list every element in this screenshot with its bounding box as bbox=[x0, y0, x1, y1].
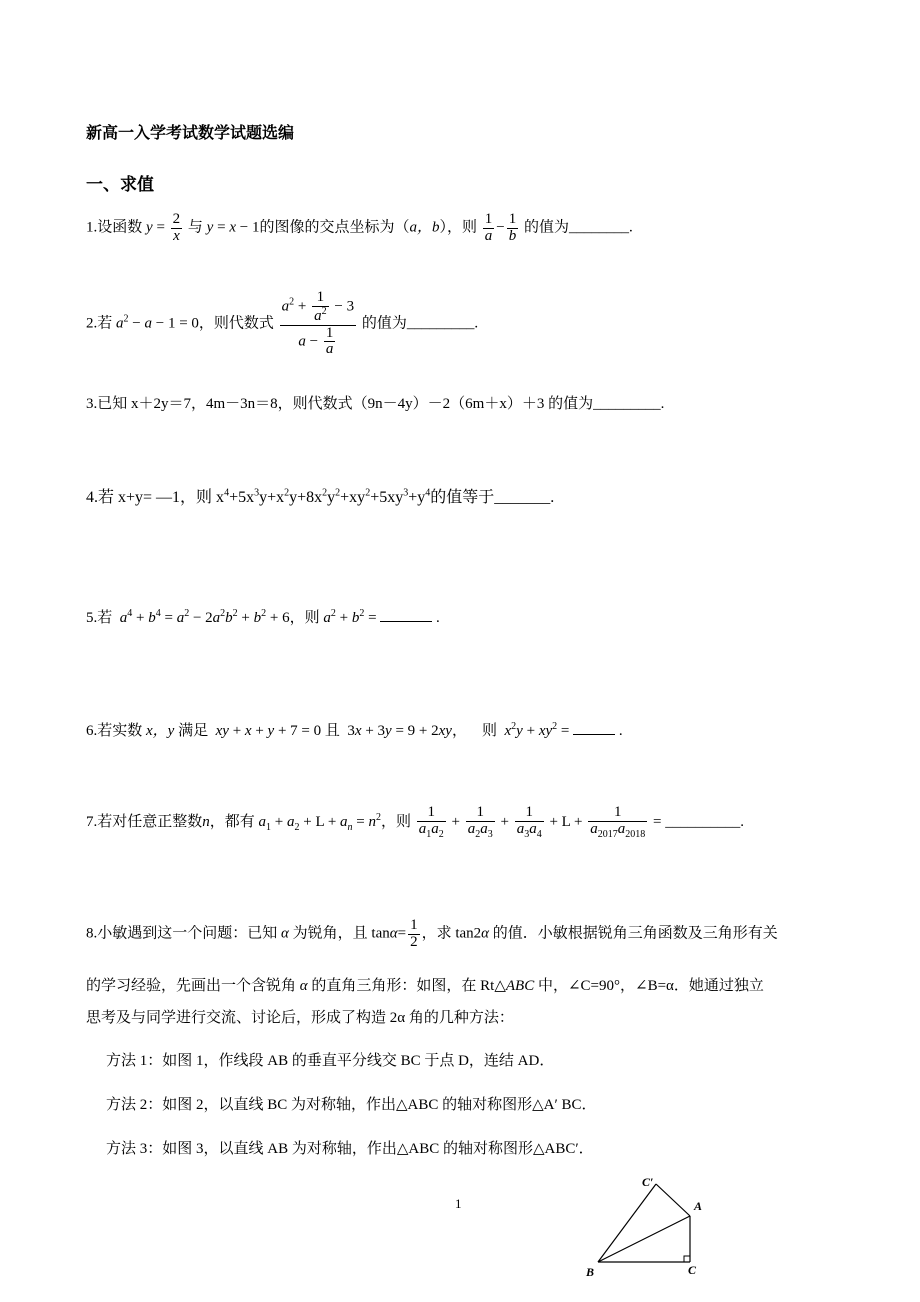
section-heading: 一、求值 bbox=[86, 175, 154, 195]
question-8-line-1: 8.小敏遇到这一个问题：已知 α 为锐角，且 tanα= $\frac{1}{2}$ ，求 tan2α 的值．小敏根据锐角三角函数及三角形有关 bbox=[86, 917, 778, 950]
label-c: C bbox=[688, 1263, 697, 1277]
question-7: 7.若对任意正整数n，都有 $a_1 + a_2 + L + a_n = n^2$，则 $\frac{1}{a_1a_2}$ + $\frac{1}{a_2a_3}$ + $\frac{1}{a_3a_4}$ + L + $\frac{1}{a_{2017}a_{2018}}$ = __________. bbox=[86, 804, 744, 840]
label-b: B bbox=[586, 1265, 595, 1279]
page-title: 新高一入学考试数学试题选编 bbox=[86, 123, 295, 142]
triangle-figure bbox=[580, 1170, 710, 1280]
question-1: 1.设函数 y = $\frac{2}{x}$ 与 y = x − 1的图像的交点坐标为（a，b），则 $\frac{1}{a}$ − $\frac{1}{b}$ 的值为________. bbox=[86, 211, 633, 244]
question-3: 3.已知 x＋2y＝7，4m－3n＝8，则代数式（9n－4y）－2（6m＋x）＋3 的值为_________. bbox=[86, 396, 665, 412]
question-5: 5.若 $a^4 + b^4 = a^2 - 2a^2b^2 + b^2 + 6$，则 $a^2 + b^2$ = . bbox=[86, 608, 440, 626]
question-6: 6.若实数 x，y 满足 xy + x + y + 7 = 0 且 3x + 3y = 9 + 2xy， 则 $x^2y + xy^2$ = . bbox=[86, 721, 623, 739]
method-2: 方法 2：如图 2，以直线 BC 为对称轴，作出△ABC 的轴对称图形△A′ BC． bbox=[106, 1097, 597, 1113]
method-3: 方法 3：如图 3，以直线 AB 为对称轴，作出△ABC 的轴对称图形△ABC′． bbox=[106, 1141, 594, 1157]
label-c-prime: C′ bbox=[642, 1175, 654, 1189]
method-1: 方法 1：如图 1，作线段 AB 的垂直平分线交 BC 于点 D，连结 AD． bbox=[106, 1053, 555, 1069]
question-8-line-2: 的学习经验，先画出一个含锐角 α 的直角三角形：如图，在 Rt△ABC 中，∠C=90°，∠B=α．她通过独立 bbox=[86, 978, 764, 994]
label-a: A bbox=[694, 1199, 703, 1213]
question-8-line-3: 思考及与同学进行交流、讨论后，形成了构造 2α 角的几种方法： bbox=[86, 1010, 514, 1026]
page-number: 1 bbox=[455, 1196, 462, 1211]
question-2: 2.若 $a^2 - a - 1 = 0$，则代数式 $a^2$ + $\frac{1}{a^2}$ − 3 a − $\frac{1}{a}$ 的值为_________. bbox=[86, 289, 479, 358]
question-4: 4.若 x+y= —1，则 $x^4+5x^3y+x^2y+8x^2y^2+xy^2+5xy^3+y^4$的值等于_______. bbox=[86, 487, 555, 506]
